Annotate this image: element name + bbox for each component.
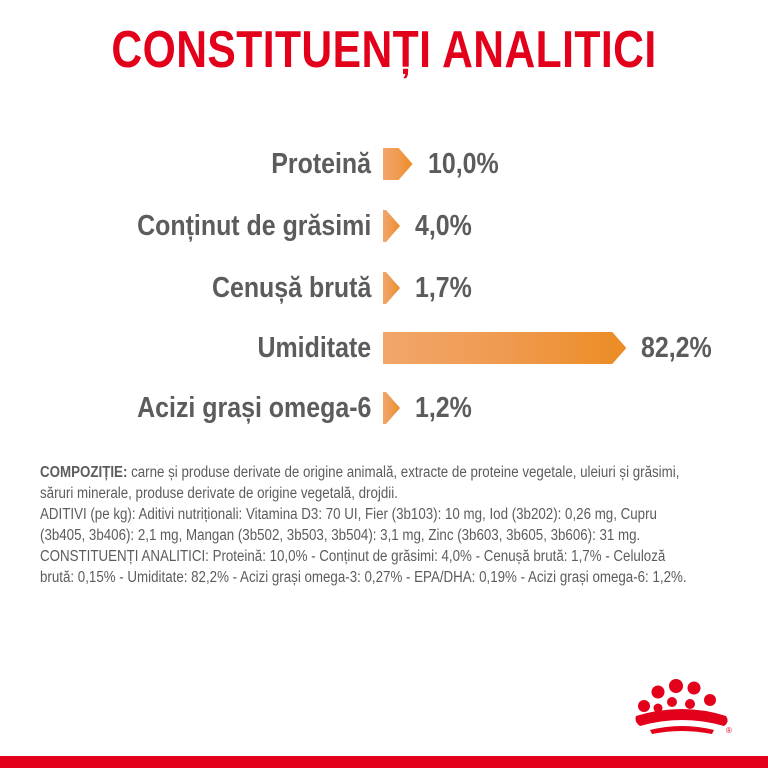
constituent-row	[0, 142, 768, 186]
constituent-row	[0, 326, 768, 370]
constituent-label: Umiditate	[257, 332, 371, 364]
composition-lead: COMPOZIȚIE:	[40, 464, 128, 481]
constituent-bar	[383, 210, 400, 242]
constituent-value: 4,0%	[415, 210, 472, 242]
constituent-bar	[383, 272, 400, 304]
constituent-value: 82,2%	[641, 332, 713, 364]
constituent-bar	[383, 148, 413, 180]
constituent-row	[0, 266, 768, 310]
constituent-label: Proteină	[271, 148, 371, 180]
constituent-label: Cenușă brută	[211, 272, 371, 304]
page-title: CONSTITUENȚI ANALITICI	[111, 21, 657, 79]
constituent-row	[0, 386, 768, 430]
svg-text:®: ®	[726, 726, 732, 735]
constituent-value: 1,2%	[415, 392, 472, 424]
composition-text: carne și produse derivate de origine animală, extracte de proteine vegetale, uleiuri și grăsimi, săruri minerale, produse derivate de origine vegetală, drojdii.	[40, 464, 680, 502]
composition-section	[40, 462, 694, 588]
composition-paragraph	[40, 462, 694, 504]
constituent-label: Acizi grași omega-6	[136, 392, 371, 424]
constituents-paragraph: CONSTITUENȚI ANALITICI: Proteină: 10,0% - Conținut de grăsimi: 4,0% - Cenușă brută: 1,7% - Celuloză brută: 0,15% - Umiditate: 82,2% - Acizi grași omega-3: 0,27% - EPA/DHA: 0,19% - Acizi grași omega-6: 1,2%.	[40, 548, 687, 586]
constituent-label: Conținut de grăsimi	[136, 210, 371, 242]
bottom-brand-bar	[0, 756, 768, 768]
constituent-bar	[383, 392, 400, 424]
constituent-value: 10,0%	[427, 148, 499, 180]
constituent-value: 1,7%	[415, 272, 472, 304]
additives-paragraph: ADITIVI (pe kg): Aditivi nutriționali: Vitamina D3: 70 UI, Fier (3b103): 10 mg, Iod (3b202): 0,26 mg, Cupru (3b405, 3b406): 2,1 mg, Mangan (3b502, 3b503, 3b504): 3,1 mg, Zinc (3b603, 3b605, 3b606): 31 mg.	[40, 506, 657, 544]
constituent-bar	[383, 332, 626, 364]
royal-canin-crown-icon	[630, 678, 734, 736]
constituent-row	[0, 204, 768, 248]
